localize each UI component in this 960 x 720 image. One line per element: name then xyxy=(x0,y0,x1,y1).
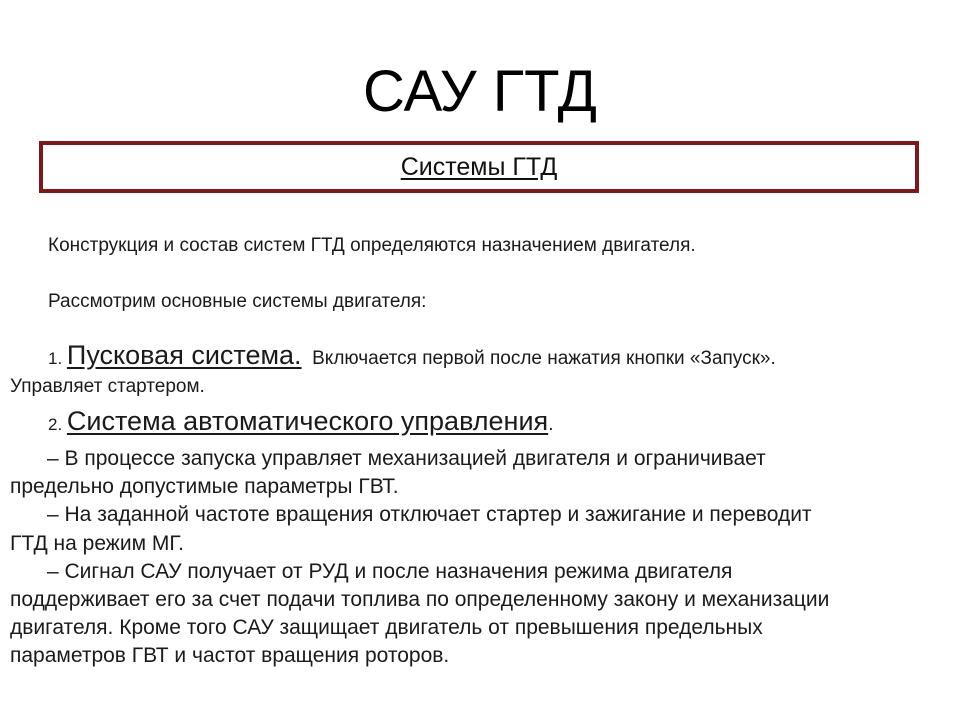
list-item-2 xyxy=(48,406,553,437)
text-line: – На заданной частоте вращения отключает стартер и зажигание и переводит xyxy=(47,503,812,527)
item-2-heading: Система автоматического управления xyxy=(66,406,549,436)
text-line: – В процессе запуска управляет механизацией двигателя и ограничивает xyxy=(47,447,766,470)
text-line: ГТД на режим МГ. xyxy=(10,531,184,555)
item-1-heading: Пусковая система. xyxy=(66,340,302,370)
review-paragraph: Рассмотрим основные системы двигателя: xyxy=(48,291,427,312)
slide-title: САУ ГТД xyxy=(363,59,597,124)
item-2-number: 2. xyxy=(48,415,67,434)
text-line: предельно допустимые параметры ГВТ. xyxy=(10,475,399,499)
item-2-tail: . xyxy=(548,414,554,435)
slide-subtitle: Системы ГТД xyxy=(400,153,558,181)
text-line: параметров ГВТ и частот вращения роторов. xyxy=(10,644,450,668)
subtitle-frame xyxy=(39,141,919,193)
intro-paragraph: Конструкция и состав систем ГТД определяются назначением двигателя. xyxy=(48,235,696,256)
item-1-text: Включается первой после нажатия кнопки «Запуск». xyxy=(301,348,776,369)
item-1-number: 1. xyxy=(48,349,67,368)
text-line: – Сигнал САУ получает от РУД и после назначения режима двигателя xyxy=(47,559,733,583)
item-2-description xyxy=(10,445,955,671)
text-line: двигателя. Кроме того САУ защищает двигатель от превышения предельных xyxy=(10,616,763,640)
item-1-continuation: Управляет стартером. xyxy=(10,376,205,397)
text-line: поддерживает его за счет подачи топлива по определенному закону и механизации xyxy=(10,588,830,612)
list-item-1 xyxy=(48,340,776,371)
